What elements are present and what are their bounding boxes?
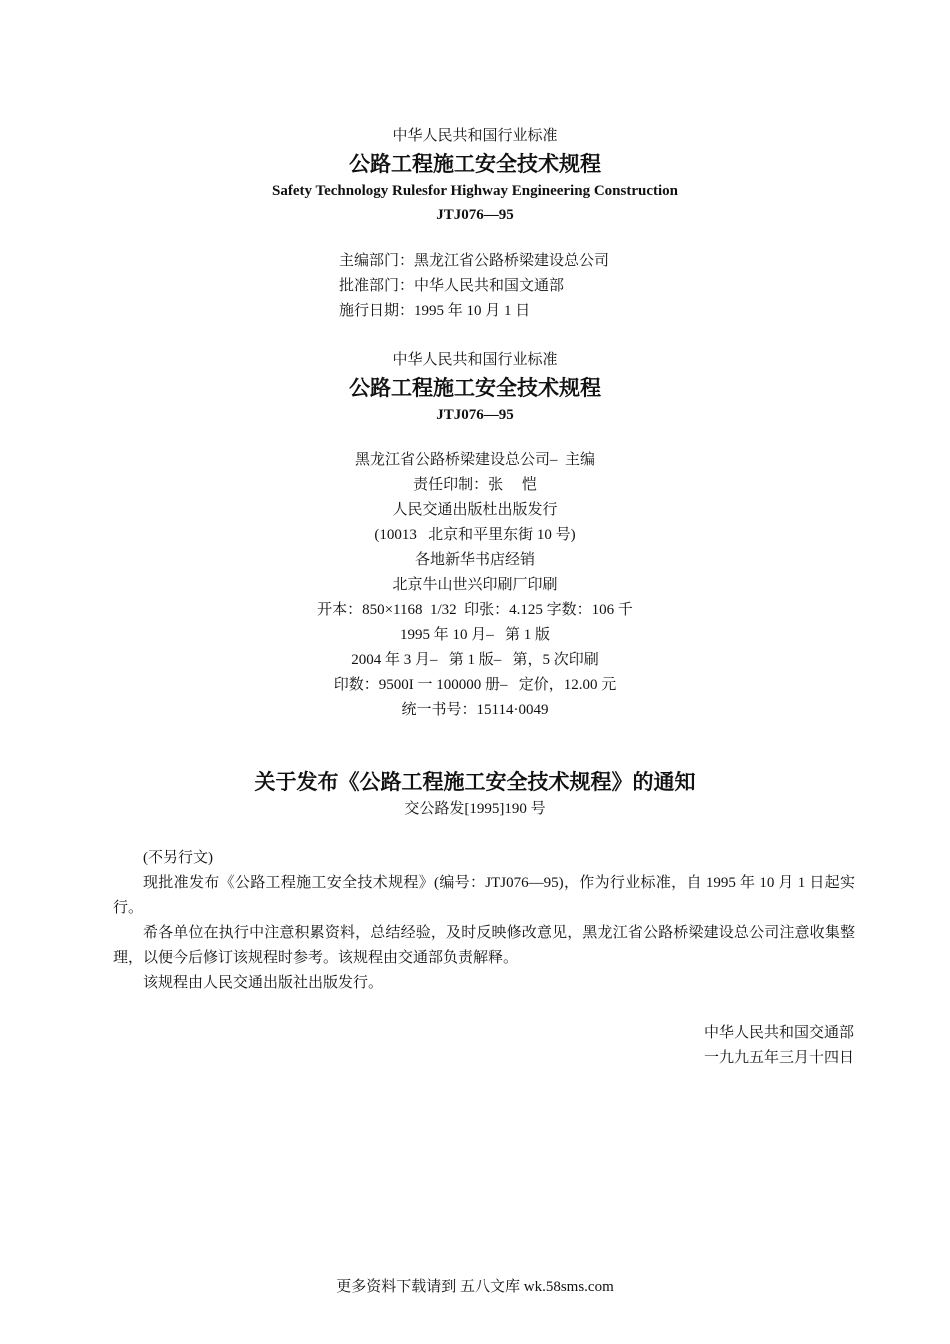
notice-paragraph: (不另行文) [143, 850, 213, 866]
industry-standard-label-2: 中华人民共和国行业标准 [392, 352, 558, 368]
notice-body [113, 846, 855, 996]
cover-standard-code: JTJ076—95 [436, 207, 514, 223]
pub-line: 开本：850×1168 1/32 印张：4.125 字数：106 千 [317, 602, 633, 618]
notice-header [0, 767, 950, 822]
pub-line: 印数：9500I 一 100000 册– 定价，12.00 元 [333, 677, 617, 693]
effective-date-line: 施行日期：1995 年 10 月 1 日 [339, 303, 531, 319]
cover-header [0, 124, 950, 227]
notice-paragraph: 该规程由人民交通出版社出版发行。 [143, 975, 384, 991]
cover-title-english: Safety Technology Rulesfor Highway Engineering Construction [271, 183, 678, 199]
industry-standard-label: 中华人民共和国行业标准 [392, 128, 558, 144]
notice-title: 关于发布《公路工程施工安全技术规程》的通知 [254, 770, 696, 794]
pub-line: (10013 北京和平里东街 10 号) [374, 527, 576, 543]
pub-line: 各地新华书店经销 [414, 552, 535, 568]
pub-line: 责任印制：张 恺 [413, 477, 537, 493]
issue-date: 一九九五年三月十四日 [703, 1050, 854, 1066]
notice-paragraph: 现批准发布《公路工程施工安全技术规程》(编号：JTJ076—95)，作为行业标准，自 1995 年 10 月 1 日起实行。 [113, 875, 855, 916]
approver-line: 批准部门：中华人民共和国文通部 [339, 278, 565, 294]
editors-block [339, 249, 609, 324]
issuer: 中华人民共和国交通部 [703, 1025, 854, 1041]
signature-block [704, 1021, 854, 1071]
pub-line: 人民交通出版杜出版发行 [392, 502, 558, 518]
pub-line: 黑龙江省公路桥梁建设总公司– 主编 [354, 452, 595, 468]
pub-line: 统一书号：15114·0049 [401, 702, 549, 718]
pub-line: 北京牛山世兴印刷厂印刷 [392, 577, 558, 593]
chief-editor-line: 主编部门：黑龙江省公路桥梁建设总公司 [339, 253, 610, 269]
publication-info [0, 448, 950, 723]
pub-line: 1995 年 10 月– 第 1 版 [399, 627, 550, 643]
title-page-code: JTJ076—95 [436, 407, 514, 423]
pub-line: 2004 年 3 月– 第 1 版– 第，5 次印刷 [351, 652, 599, 668]
footer-download-note: 更多资料下载请到 五八文库 wk.58sms.com [336, 1279, 614, 1295]
title-page-title: 公路工程施工安全技术规程 [349, 376, 601, 400]
notice-doc-number: 交公路发[1995]190 号 [404, 801, 546, 817]
cover-title: 公路工程施工安全技术规程 [349, 152, 601, 176]
notice-paragraph: 希各单位在执行中注意积累资料，总结经验，及时反映修改意见，黑龙江省公路桥梁建设总公司注意收集整理，以便今后修订该规程时参考。该规程由交通部负责解释。 [113, 925, 855, 966]
title-page-header [0, 348, 950, 427]
